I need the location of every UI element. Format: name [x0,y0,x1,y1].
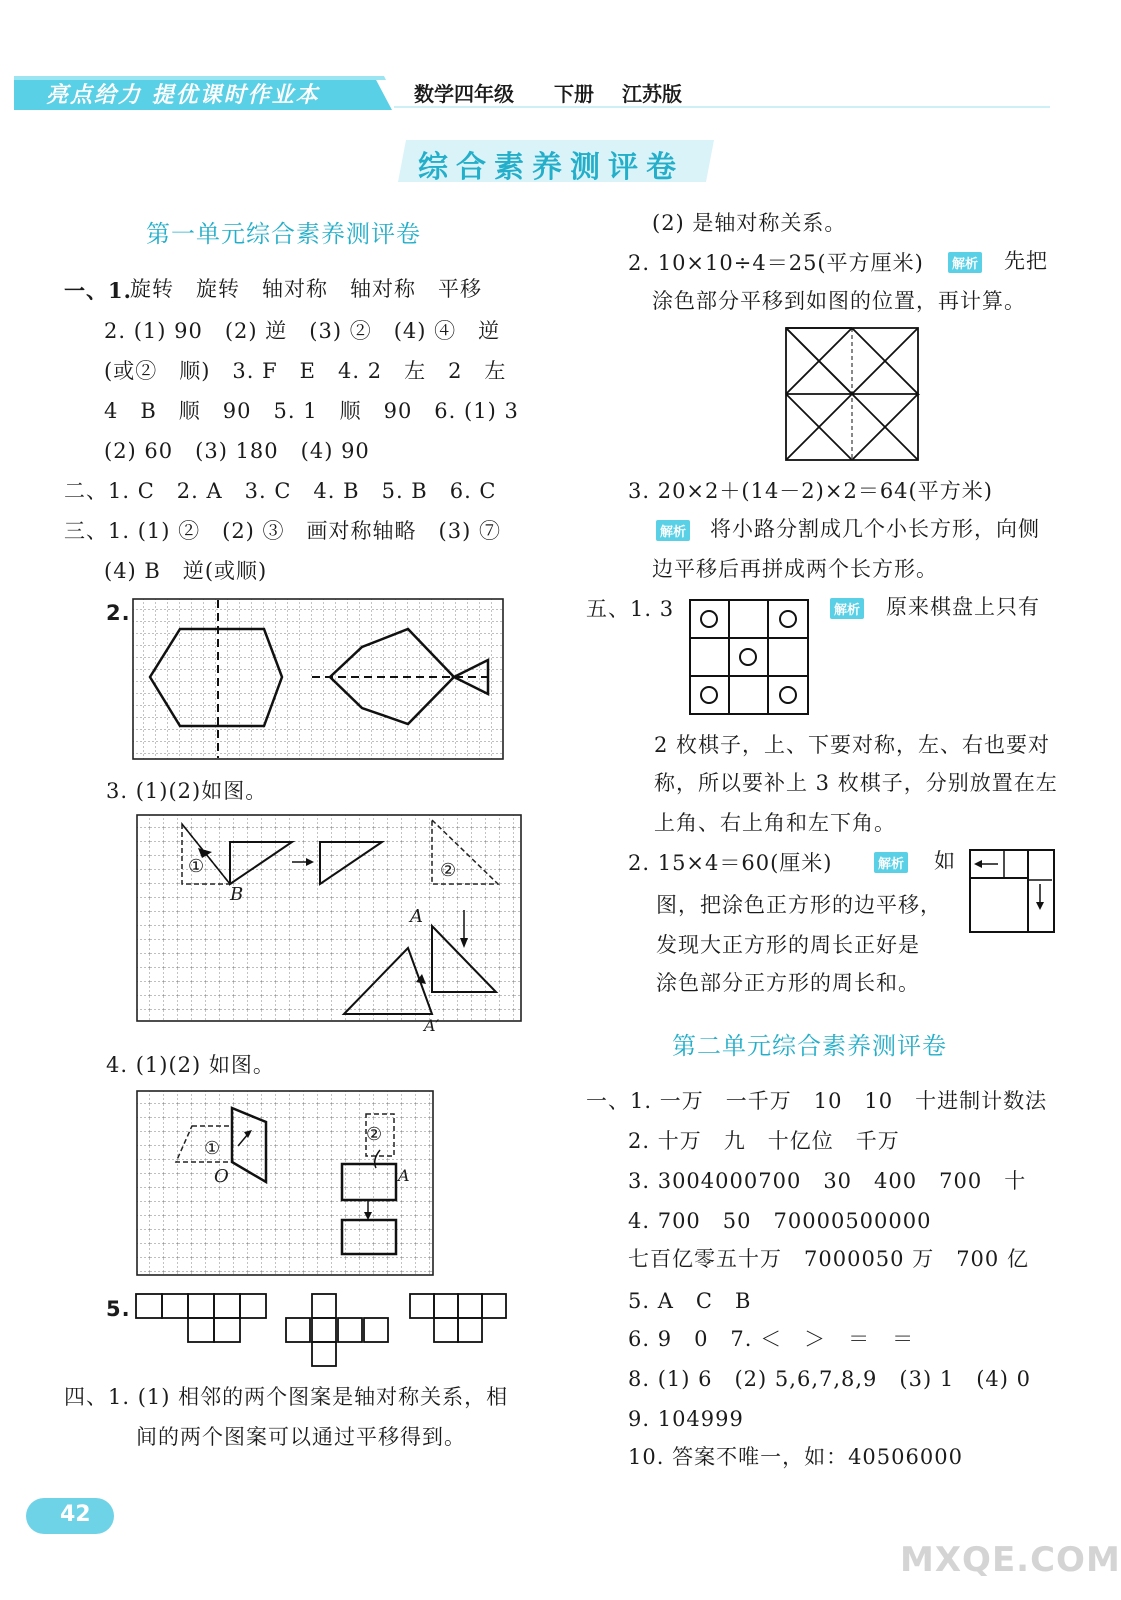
figure-perimeter-square [968,846,1054,936]
header-brand: 亮点给力 提优课时作业本 [46,83,320,108]
q5-1-note1: 原来棋盘上只有 [886,595,1040,619]
mark-a-prime: A′ [424,1016,440,1035]
mark-a: A [410,906,423,927]
q4-1b: 间的两个图案可以通过平移得到。 [136,1425,466,1449]
q3-5-label: 5. [106,1297,131,1321]
q1-2d: (2) 60 (3) 180 (4) 90 [104,439,370,463]
figure-cube-nets [134,1292,514,1370]
header-subject: 数学四年级 [414,82,514,106]
q4-3-tag: 解析 [656,520,690,541]
q5-2-note1: 如 [934,849,956,873]
figure-translation-grid [136,814,522,1022]
q4-1a: 四、1. (1) 相邻的两个图案是轴对称关系，相 [64,1385,509,1409]
figure-chess-board [688,598,810,716]
mark-rot-a: A [398,1166,410,1185]
q4-2: 2. 10×10÷4＝25(平方厘米) [628,251,924,275]
q4-2-tag: 解析 [948,252,982,273]
header-volume: 下册 [554,82,594,106]
q4-3: 3. 20×2＋(14－2)×2＝64(平方米) [628,479,993,503]
q4-3-note2: 边平移后再拼成两个长方形。 [652,557,938,581]
u2-l9: 9. 104999 [628,1407,744,1431]
header-edition: 江苏版 [622,82,682,106]
main-title: 综合素养测评卷 [418,150,684,185]
q3-3: 3. (1)(2)如图。 [106,779,268,803]
header-rule [394,106,1050,108]
q3-1b: (4) B 逆(或顺) [104,559,268,583]
q4-1c: (2) 是轴对称关系。 [652,211,847,235]
q3-4: 4. (1)(2) 如图。 [106,1053,275,1077]
q5-2-note4: 涂色部分正方形的周长和。 [656,971,920,995]
u2-l6: 6. 9 0 7. ＜ ＞ ＝ ＝ [628,1327,915,1351]
page-number: 42 [60,1502,91,1527]
figure-symmetry-grid [132,598,504,760]
q5-1: 五、1. 3 [586,597,675,621]
u2-l4: 4. 700 50 70000500000 [628,1209,932,1233]
q1-2a: 2. (1) 90 (2) 逆 (3) ② (4) ④ 逆 [104,319,501,343]
unit1-title: 第一单元综合素养测评卷 [146,220,421,248]
q5-1-tag: 解析 [830,598,864,619]
q2: 二、1. C 2. A 3. C 4. B 5. B 6. C [64,479,497,503]
figure-rotation-grid [136,1090,434,1276]
mark-2: ② [440,860,457,881]
u2-l4b: 七百亿零五十万 7000050 万 700 亿 [628,1247,1029,1271]
q1-2b: (或② 顺) 3. F E 4. 2 左 2 左 [104,359,507,383]
q5-2-note2: 图，把涂色正方形的边平移， [656,893,942,917]
u2-l8: 8. (1) 6 (2) 5,6,7,8,9 (3) 1 (4) 0 [628,1367,1031,1391]
mark-rot-1: ① [204,1138,221,1159]
q5-2: 2. 15×4＝60(厘米) [628,851,833,875]
q5-2-note3: 发现大正方形的周长正好是 [656,933,920,957]
u2-l10: 10. 答案不唯一，如：40506000 [628,1445,963,1469]
mark-o: O [214,1166,229,1187]
q4-2-note2: 涂色部分平移到如图的位置，再计算。 [652,289,1026,313]
q5-1-note4: 上角、右上角和左下角。 [654,811,896,835]
q3-1: 三、1. (1) ② (2) ③ 画对称轴略 (3) ⑦ [64,519,501,543]
q1-1: 旋转 旋转 轴对称 轴对称 平移 [130,277,482,301]
q4-3-note1: 将小路分割成几个小长方形，向侧 [710,517,1040,541]
u2-l2: 2. 十万 九 十亿位 千万 [628,1129,900,1153]
mark-1: ① [188,856,205,877]
q4-2-note1: 先把 [1004,249,1048,273]
mark-b: B [230,884,244,905]
mark-rot-2: ② [366,1124,383,1145]
watermark: MXQE.COM [900,1540,1121,1580]
u2-l3: 3. 3004000700 30 400 700 十 [628,1169,1027,1193]
q3-2-label: 2. [106,601,131,625]
u2-l1: 一、1. 一万 一千万 10 10 十进制计数法 [586,1089,1048,1113]
q5-2-tag: 解析 [874,852,908,873]
q1-2c: 4 B 顺 90 5. 1 顺 90 6. (1) 3 [104,399,519,423]
q1-label: 一、1. [64,278,132,303]
figure-square-triangles [784,326,920,462]
q5-1-note2: 2 枚棋子，上、下要对称，左、右也要对 [654,733,1051,757]
u2-l5: 5. A C B [628,1289,752,1313]
unit2-title: 第二单元综合素养测评卷 [672,1032,947,1060]
q5-1-note3: 称，所以要补上 3 枚棋子，分别放置在左 [654,771,1058,795]
